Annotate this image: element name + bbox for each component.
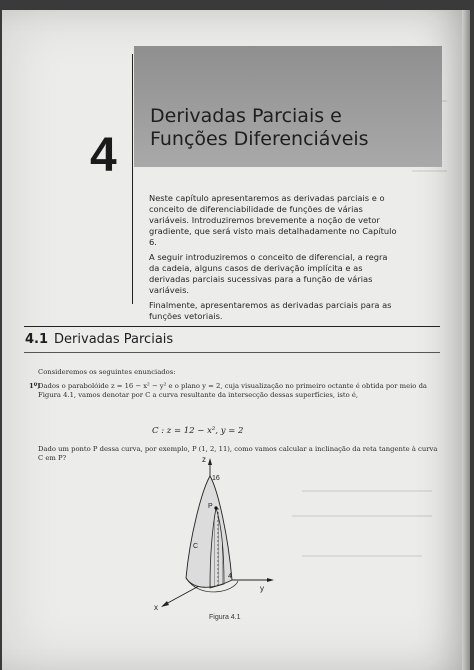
chapter-title-line-1: Derivadas Parciais e	[150, 105, 342, 127]
label-16: 16	[212, 475, 220, 482]
enunciado-1-text: Dados o parabolóide z = 16 − x² − y² e o plano y = 2, cuja visualização no primeiro octante é obtida por meio da Figura 4.1, vamos denotar por C a curva resultante da intersecção dessas superfícies, isto é,	[38, 382, 427, 400]
chapter-intro	[149, 193, 397, 326]
page-edge	[462, 10, 470, 670]
label-z: z	[202, 455, 206, 464]
chapter-title-line-2: Funções Diferenciáveis	[150, 127, 369, 150]
intro-paragraph-3: Finalmente, apresentaremos as derivadas parciais para as funções vetoriais.	[149, 300, 392, 322]
paraboloid-surface	[186, 476, 232, 587]
point-p	[214, 506, 217, 509]
label-p: P	[208, 503, 213, 510]
section-top-rule	[24, 326, 440, 327]
tangent-question: Dado um ponto P dessa curva, por exemplo, P (1, 2, 11), como vamos calcular a inclinação da reta tangente à curva C em P?	[38, 445, 438, 463]
bleed-through-line	[302, 555, 422, 557]
label-4: 4	[228, 573, 232, 580]
section-heading	[25, 332, 173, 347]
curve-formula: C : z = 12 − x², y = 2	[152, 426, 244, 436]
label-c: C	[193, 543, 199, 550]
label-x: x	[154, 603, 158, 612]
figure-4-1	[142, 450, 282, 615]
chapter-title	[150, 105, 369, 151]
section-number: 4.1	[25, 332, 49, 347]
body-intro-line: Consideremos os seguintes enunciados:	[38, 368, 176, 376]
enunciado-1-marker: 1º)	[29, 382, 41, 390]
y-axis-arrow	[267, 578, 274, 582]
label-y: y	[260, 584, 264, 593]
intro-paragraph-2: A seguir introduziremos o conceito de diferencial, a regra da cadeia, alguns casos de derivação implícita e as derivadas parciais sucessivas para a função de várias variáveis.	[149, 252, 388, 296]
x-axis-arrow	[161, 601, 169, 607]
bleed-through-line	[292, 515, 432, 517]
enunciado-1	[29, 382, 438, 400]
z-axis-arrow	[208, 458, 212, 465]
chapter-number: 4	[90, 129, 117, 182]
bleed-through-line	[302, 490, 432, 492]
section-title: Derivadas Parciais	[54, 332, 174, 347]
section-bottom-rule	[24, 352, 440, 353]
intro-paragraph-1: Neste capítulo apresentaremos as derivadas parciais e o conceito de diferenciabilidade de funções de várias variáveis. Introduziremos brevemente a noção de vetor gradiente, que será visto mais detalhadamente no Capítulo 6.	[149, 193, 397, 248]
figure-caption: Figura 4.1	[209, 614, 241, 621]
bleed-through-line	[412, 170, 447, 172]
book-page	[2, 10, 470, 670]
chapter-divider-line	[132, 54, 133, 304]
